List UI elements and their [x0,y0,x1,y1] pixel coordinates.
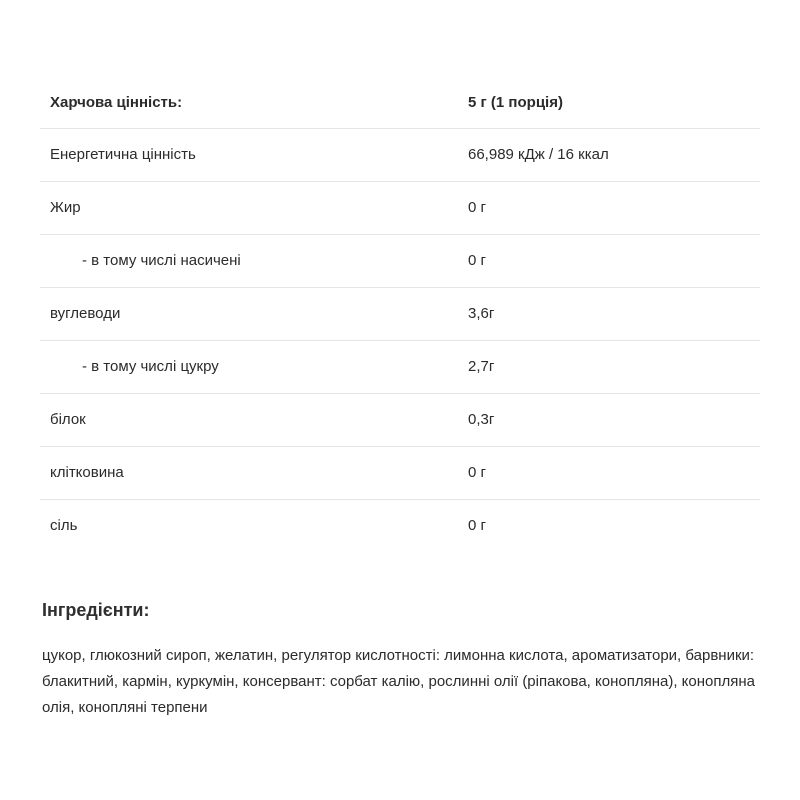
table-row [40,446,760,499]
row-name-sugar: - в тому числі цукру [40,340,458,393]
table-row [40,181,760,234]
table-row [40,128,760,181]
header-name: Харчова цінність: [40,78,458,128]
row-name-energy: Енергетична цінність [40,128,458,181]
table-row [40,499,760,552]
row-value-sugar: 2,7г [458,340,760,393]
row-name-fiber: клітковина [40,446,458,499]
row-name-fat: Жир [40,181,458,234]
row-name-salt: сіль [50,517,78,535]
row-value-protein: 0,3г [458,393,760,446]
ingredients-heading: Інгредієнти: [42,600,150,620]
row-value-salt: 0 г [468,517,486,535]
row-name-carbs: вуглеводи [40,287,458,340]
table-row [40,393,760,446]
row-value-fat: 0 г [458,181,760,234]
row-name-saturated: - в тому числі насичені [40,234,458,287]
table-header-row [40,78,760,128]
row-value-fiber: 0 г [458,446,760,499]
nutrition-table [40,78,760,552]
row-value-energy: 66,989 кДж / 16 ккал [458,128,760,181]
row-value-saturated: 0 г [458,234,760,287]
row-name-protein: білок [40,393,458,446]
table-row [40,340,760,393]
table-row [40,234,760,287]
ingredients-text: цукор, глюкозний сироп, желатин, регулятор кислотності: лимонна кислота, ароматизатори, барвники: блакитний, кармін, куркумін, консервант: сорбат калію, рослинні олії (ріпакова, конопляна), конопляна олія, конопляні терпени [42,647,755,716]
row-value-carbs: 3,6г [458,287,760,340]
table-row [40,287,760,340]
header-value: 5 г (1 порція) [458,78,760,128]
